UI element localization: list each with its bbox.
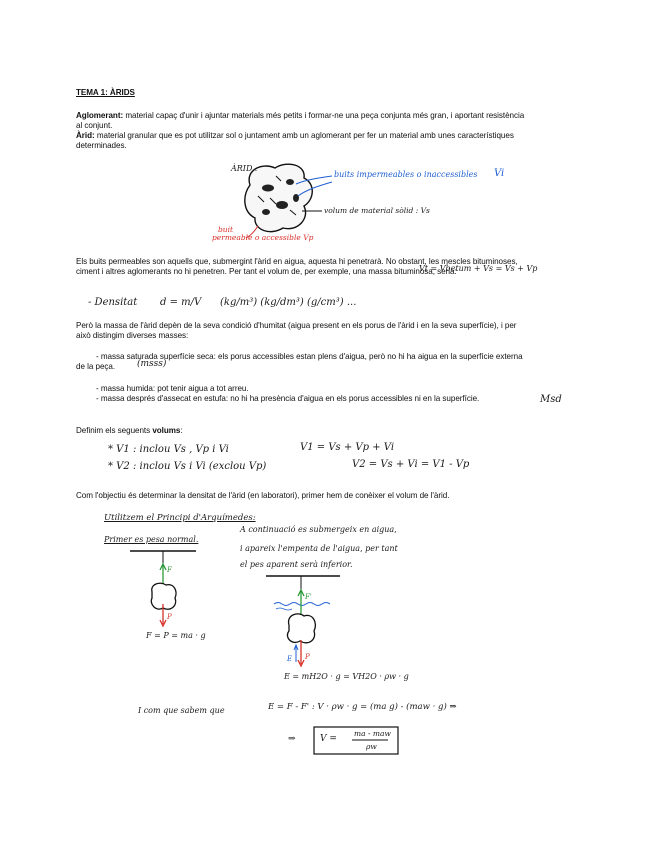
diagram-label-vi: Vi — [494, 168, 505, 179]
formula-total-volume: Vt = Vbetum + Vs = Vs + Vp — [419, 264, 538, 273]
archimedes-step-1: Primer es pesa normal. — [104, 535, 199, 544]
definition-arid-line-2: determinades. — [76, 141, 127, 150]
volume-2-formula: V2 = Vs + Vi = V1 - Vp — [352, 459, 470, 470]
buoyancy-e-label: E — [287, 655, 293, 663]
mass-dry-symbol: Msd — [540, 394, 562, 405]
implies-arrow: ⇒ — [288, 734, 296, 744]
diagram-label-permeable-void-1: buit — [218, 225, 234, 234]
paragraph-voids-line-2: ciment i altres aglomerants no hi penetren. Per tant el volum de, per exemple, una massa bituminosa, seria: — [76, 267, 457, 276]
paragraph-voids-line-1: Els buits permeables son aquells que, submergint l'àrid en aigua, aquesta hi penetrarà. No obstant, les mescles bituminoses, — [76, 257, 518, 266]
mass-humid: - massa humida: pot tenir aigua a tot arreu. — [96, 384, 249, 393]
force-fprime-label: F' — [305, 593, 312, 601]
density-units: (kg/m³) (kg/dm³) (g/cm³) ... — [220, 297, 357, 308]
diagram-label-arid: ÀRID : — [231, 164, 258, 173]
volume-1-formula: V1 = Vs + Vp + Vi — [300, 442, 395, 453]
volume-1-definition: * V1 : inclou Vs , Vp i Vi — [108, 444, 229, 455]
term-aglomerant: Aglomerant: — [76, 111, 124, 120]
volumes-keyword: volums — [152, 426, 181, 435]
definition-aglomerant-text: material capaç d'unir i ajuntar materials més petits i formar-ne una peça conjunta més gran, i aportant resistència — [123, 111, 525, 120]
weight-p2-label: P — [305, 653, 310, 661]
archimedes-heading: Utilitzem el Principi d'Arquímedes: — [104, 513, 256, 523]
diagram-label-permeable-void-2: permeable o accessible Vp — [212, 233, 314, 242]
mass-dry: - massa després d'assecat en estufa: no hi ha presència d'aigua en els porus accessibles ni en la superfície. — [96, 394, 480, 403]
archimedes-step-2-line-3: el pes aparent serà inferior. — [240, 560, 353, 569]
mass-saturated-line-2: de la peça. — [76, 362, 116, 371]
archimedes-step-2-line-2: i apareix l'empenta de l'aigua, per tant — [240, 544, 398, 553]
page-title: TEMA 1: ÀRIDS — [76, 88, 135, 97]
equation-buoyancy: E = mH2O · g = VH2O · ρw · g — [284, 672, 409, 681]
result-denominator: ρw — [366, 742, 377, 751]
result-lhs: V = — [320, 734, 337, 744]
definition-aglomerant-line-2: al conjunt. — [76, 121, 113, 130]
conclusion-line-2: E = F - F' : V · ρw · g = (ma g) - (maw · g) ⇒ — [268, 702, 457, 712]
volumes-intro: Definim els seguents volums: — [76, 426, 183, 435]
weight-p-label: P — [167, 613, 172, 621]
mass-saturated-line-1: - massa saturada superfície seca: els porus accessibles estan plens d'aigua, però no hi ha aigua en la superfície externa — [96, 352, 523, 361]
conclusion-line-1: I com que sabem que — [138, 706, 225, 715]
paragraph-objective: Com l'objectiu és determinar la densitat de l'àrid (en laboratori), primer hem de conèixer el volum de l'àrid. — [76, 491, 450, 500]
diagram-label-impermeable-voids: buits impermeables o inaccessibles — [334, 170, 478, 179]
archimedes-step-2-line-1: A continuació es submergeix en aigua, — [240, 525, 397, 534]
density-label: - Densitat — [88, 297, 138, 308]
density-formula: d = m/V — [160, 297, 202, 308]
mass-saturated-symbol: (msss) — [137, 359, 167, 369]
volume-2-definition: * V2 : inclou Vs i Vi (exclou Vp) — [108, 461, 267, 472]
equation-weight: F = P = ma · g — [146, 631, 206, 640]
diagram-label-solid-volume: volum de material sòlid : Vs — [324, 206, 430, 215]
force-f-label: F — [167, 566, 172, 574]
paragraph-mass-line-2: això distingim diverses masses: — [76, 331, 189, 340]
definition-arid-text: material granular que es pot utilitzar sol o juntament amb un aglomerant per fer un material amb unes característiques — [94, 131, 514, 140]
term-arid: Àrid: — [76, 131, 95, 140]
result-numerator: ma - maw — [354, 729, 391, 738]
paragraph-mass-line-1: Però la massa de l'àrid depèn de la seva condició d'humitat (aigua present en els porus de l'àrid i en la seva superfície), i per — [76, 321, 517, 330]
